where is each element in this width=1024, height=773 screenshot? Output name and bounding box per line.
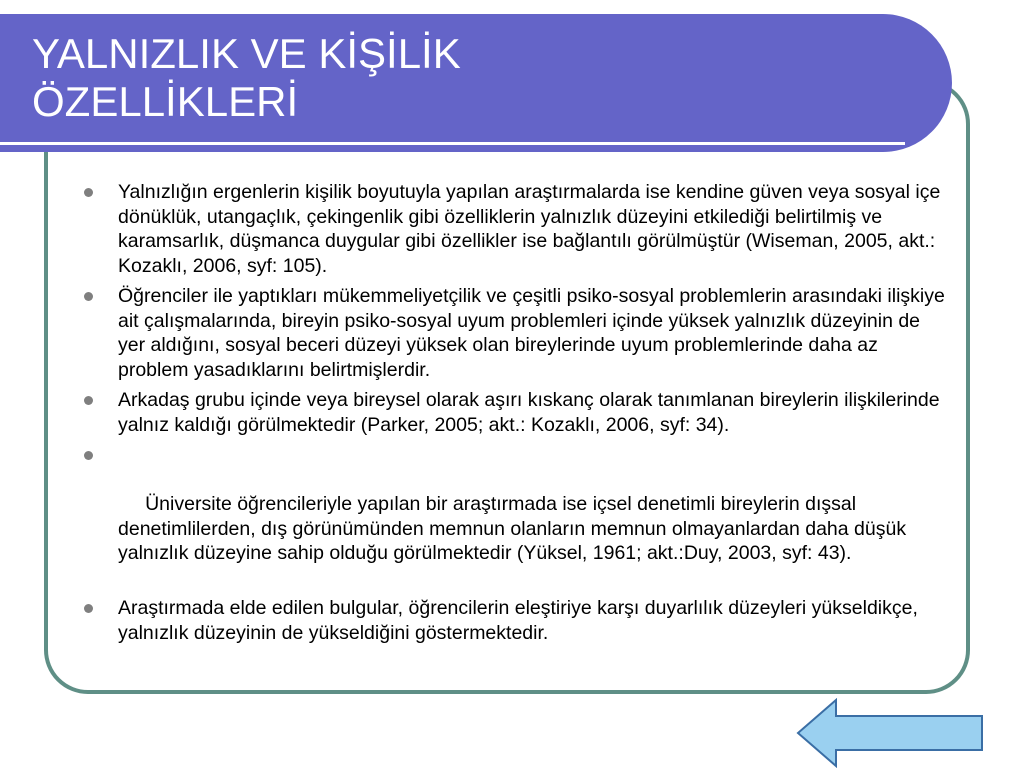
bullet-item — [82, 180, 952, 278]
bullet-icon — [84, 451, 93, 460]
bullet-item — [82, 443, 952, 590]
slide-title-line-2: ÖZELLİKLERİ — [32, 78, 299, 125]
bullet-icon — [84, 292, 93, 301]
bullet-item — [82, 388, 952, 437]
bullet-text: Araştırmada elde edilen bulgular, öğrencilerin eleştiriye karşı duyarlılık düzeyleri yükseldikçe, yalnızlık düzeyinin de yükseldiğini göstermektedir. — [118, 597, 918, 644]
title-underline — [0, 142, 905, 145]
bullet-item — [82, 284, 952, 382]
bullet-text: Öğrenciler ile yaptıkları mükemmeliyetçilik ve çeşitli psiko-sosyal problemlerin arasındaki ilişkiye ait çalışmalarında, bireyin psiko-sosyal uyum problemleri içinde yüksek yalnızlık düzeyinin de yer aldığını, sosyal beceri düzeyi yüksek olan bireylerinde uyum problemlerinde daha az problem yasadıklarını belirtmişlerdir. — [118, 285, 945, 381]
back-button[interactable] — [794, 698, 986, 768]
bullet-list — [82, 180, 952, 651]
bullet-icon — [84, 188, 93, 197]
title-bar — [0, 14, 952, 152]
bullet-item — [82, 596, 952, 645]
slide-title-line-1: YALNIZLIK VE KİŞİLİK — [32, 30, 461, 77]
bullet-icon — [84, 396, 93, 405]
left-arrow-icon — [794, 698, 986, 768]
slide-title — [32, 30, 461, 126]
bullet-text: Üniversite öğrencileriyle yapılan bir araştırmada ise içsel denetimli bireylerin dışsal denetimlilerden, dış görünümünden memnun olanların memnun olmayanlardan daha düşük yalnızlık düzeyine sahip olduğu görülmektedir (Yüksel, 1961; akt.:Duy, 2003, syf: 43). — [118, 493, 912, 564]
bullet-text: Arkadaş grubu içinde veya bireysel olarak aşırı kıskanç olarak tanımlanan bireylerin ilişkilerinde yalnız kaldığı görülmektedir (Parker, 2005; akt.: Kozaklı, 2006, syf: 34). — [118, 389, 940, 436]
bullet-text: Yalnızlığın ergenlerin kişilik boyutuyla yapılan araştırmalarda ise kendine güven veya sosyal içe dönüklük, utangaçlık, çekingenlik gibi özelliklerin yalnızlık düzeyini etkilediği belirtilmiş ve karamsarlık, düşmanca duygular gibi özellikler ise bağlantılı görülmüştür (Wiseman, 2005, akt.: Kozaklı, 2006, syf: 105). — [118, 181, 941, 277]
bullet-icon — [84, 604, 93, 613]
